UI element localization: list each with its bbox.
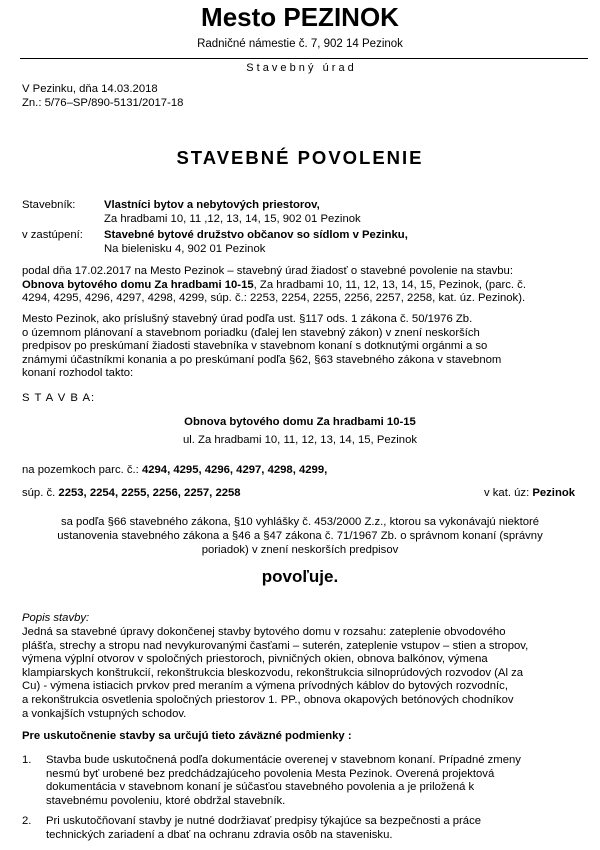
- stavba-street: ul. Za hradbami 10, 11, 12, 13, 14, 15, Pezinok: [182, 434, 418, 446]
- builder-name: Vlastníci bytov a nebytových priestorov,: [104, 199, 320, 211]
- sup-line: [22, 487, 241, 499]
- parcels-value: 4294, 4295, 4296, 4297, 4298, 4299,: [141, 464, 328, 476]
- paragraph-line: Cu) - výmena istiacich prvkov pred meraním a výmena prívodných káblov do bytových rozvodníc,: [22, 680, 508, 693]
- builder-label: Stavebník:: [22, 199, 76, 211]
- sup-prefix: súp. č.: [22, 487, 59, 499]
- cadastral-area: [484, 487, 575, 499]
- sup-value: 2253, 2254, 2255, 2256, 2257, 2258: [58, 487, 241, 499]
- condition-line: Stavba bude uskutočnená podľa dokumentácie overenej v stavebnom konaní. Prípadné zmeny: [46, 754, 521, 766]
- parcels-line: [22, 464, 327, 476]
- file-number: Zn.: 5/76–SP/890-5131/2017-18: [22, 97, 184, 109]
- paragraph-line: konaní rozhodol takto:: [22, 367, 134, 380]
- representative-label: v zastúpení:: [22, 229, 83, 241]
- representative-address: Na bielenisku 4, 902 01 Pezinok: [104, 243, 266, 255]
- legal-line: sa podľa §66 stavebného zákona, §10 vyhlášky č. 453/2000 Z.z., ktorou sa vykonávajú niektoré: [60, 516, 540, 528]
- paragraph-line: výmena výplní otvorov v spoločných priestoroch, pivničných okien, obnova balkónov, výmena: [22, 653, 488, 666]
- project-name-inline: Obnova bytového domu Za hradbami 10-15: [22, 278, 254, 291]
- paragraph-line: o územnom plánovaní a stavebnom poriadku (ďalej len stavebný zákon) v znení neskorších: [22, 326, 480, 339]
- document-title: STAVEBNÉ POVOLENIE: [176, 147, 424, 168]
- request-line: 4294, 4295, 4296, 4297, 4298, 4299, súp. č.: 2253, 2254, 2255, 2256, 2257, 2258, kat. úz. Pezinok).: [22, 292, 526, 305]
- paragraph-line: známymi účastníkmi konania a po preskúmaní podľa §62, §63 stavebného zákona v stavebnom: [22, 353, 502, 366]
- condition-number: 1.: [22, 754, 32, 766]
- request-line-rest: , Za hradbami 10, 11, 12, 13, 14, 15, Pezinok, (parc. č.: [253, 278, 526, 291]
- request-line: podal dňa 17.02.2017 na Mesto Pezinok – stavebný úrad žiadosť o stavebné povolenie na stavbu:: [22, 265, 513, 277]
- legal-basis-paragraph: [55, 515, 545, 557]
- cadastral-prefix: v kat. úz:: [484, 487, 533, 499]
- condition-number: 2.: [22, 815, 32, 827]
- verdict: povoľuje.: [261, 567, 339, 586]
- place-date: V Pezinku, dňa 14.03.2018: [22, 83, 158, 95]
- representative-name: Stavebné bytové družstvo občanov so sídlom v Pezinku,: [104, 229, 408, 241]
- paragraph-line: Mesto Pezinok, ako príslušný stavebný úrad podľa ust. §117 ods. 1 zákona č. 50/1976 Zb.: [22, 313, 473, 325]
- description-label: Popis stavby:: [22, 612, 90, 624]
- cadastral-value: Pezinok: [532, 487, 576, 499]
- paragraph-line: Jedná sa stavebné úpravy dokončenej stavby bytového domu v rozsahu: zateplenie obvodového: [22, 626, 506, 638]
- stavba-name: Obnova bytového domu Za hradbami 10-15: [184, 416, 416, 428]
- condition-line: dokumentácia v stavebnom konaní je súčasťou stavebného povolenia a je priložená k: [46, 781, 475, 794]
- paragraph-line: plášťa, strechy a stropu nad nevykurovanými časťami – suterén, zateplenie vstupov – stien a stropov,: [22, 639, 529, 652]
- conditions-heading: Pre uskutočnenie stavby sa určujú tieto záväzné podmienky :: [22, 730, 352, 742]
- condition-line: stavebnému povoleniu, ktoré obdržal stavebník.: [46, 794, 286, 807]
- request-line: [22, 279, 582, 293]
- description-paragraph: [22, 626, 582, 721]
- stavba-label: S T A V B A:: [22, 392, 96, 404]
- legal-line: poriadok) v znení neskorších predpisov: [201, 544, 399, 556]
- decision-intro-paragraph: [22, 313, 582, 381]
- condition-item: [46, 815, 582, 842]
- request-paragraph: [22, 265, 582, 306]
- city-title: Mesto PEZINOK: [201, 2, 399, 32]
- header-divider: [20, 58, 588, 59]
- paragraph-line: predpisov po preskúmaní žiadosti stavebníka v stavebnom konaní s dotknutými orgánmi a so: [22, 340, 488, 353]
- legal-line: ustanovenia stavebného zákona a §46 a §47 zákona č. 71/1967 Zb. o správnom konaní (správny: [57, 530, 543, 542]
- parcels-prefix: na pozemkoch parc. č.:: [22, 464, 142, 476]
- paragraph-line: a vonkajších vstupných schodov.: [22, 707, 187, 720]
- condition-item: [46, 754, 582, 808]
- paragraph-line: a rekonštrukcia osvetlenia spoločných priestorov 1. PP., obnova okapových betónových chodníkov: [22, 693, 514, 706]
- paragraph-line: klampiarskych konštrukcií, rekonštrukcia bleskozvodu, rekonštrukcia silnoprúdových rozvodov (Al za: [22, 666, 524, 679]
- builder-address: Za hradbami 10, 11 ,12, 13, 14, 15, 902 01 Pezinok: [104, 213, 361, 225]
- office-name: S t a v e b n ý ú r a d: [246, 62, 354, 74]
- city-address: Radničné námestie č. 7, 902 14 Pezinok: [197, 38, 403, 50]
- condition-line: Pri uskutočňovaní stavby je nutné dodržiavať predpisy týkajúce sa bezpečnosti a práce: [46, 815, 482, 827]
- condition-line: technických zariadení a dbať na ochranu zdravia osôb na stavenisku.: [46, 828, 393, 841]
- condition-line: nesmú byť urobené bez predchádzajúceho povolenia Mesta Pezinok. Overená projektová: [46, 767, 495, 780]
